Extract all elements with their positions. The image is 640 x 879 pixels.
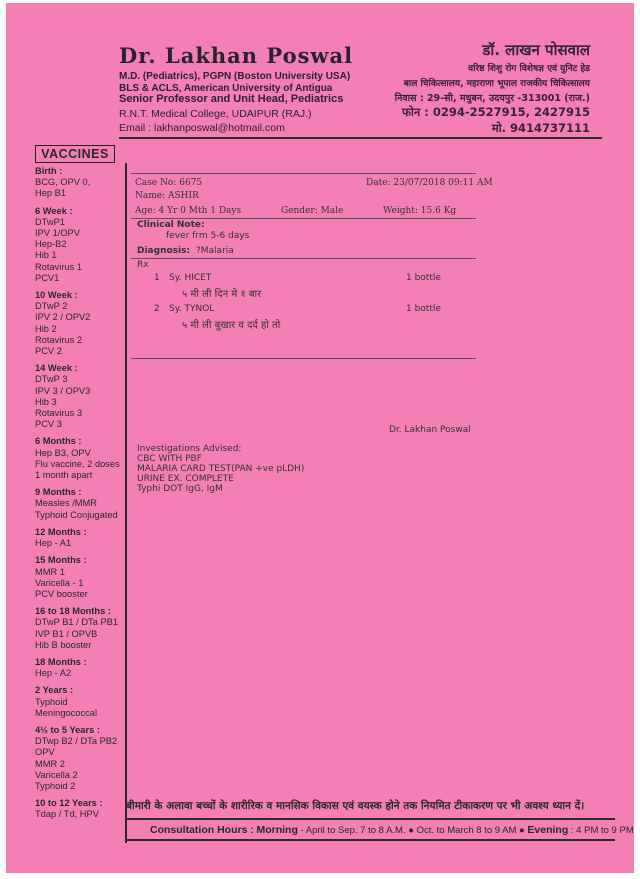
sidebar-divider — [125, 163, 127, 843]
hindi-mobile: मो. 9414737111 — [491, 121, 590, 135]
vaccine-section-title: Birth : — [35, 166, 63, 176]
evening-hours: : 4 PM to 9 PM — [568, 825, 634, 836]
vaccine-item: IPV 3 / OPV3 — [35, 385, 91, 396]
vaccine-section — [35, 206, 125, 284]
vaccine-section-title: 15 Months : — [35, 555, 87, 566]
vaccines-heading: VACCINES — [35, 145, 115, 163]
clinical-note: fever frm 5-6 days — [166, 231, 250, 241]
vaccine-section — [35, 606, 125, 651]
vaccine-section — [35, 363, 125, 430]
medicine-1-quantity: 1 bottle — [406, 273, 441, 283]
morning-label: Morning — [256, 824, 298, 836]
vaccine-section — [35, 798, 125, 820]
evening-label: Evening — [527, 824, 569, 836]
consultation-label: Consultation Hours : — [150, 824, 254, 836]
credential-line-2: BLS & ACLS, American University of Antigua — [119, 83, 333, 94]
vaccine-item: DTwp B2 / DTa PB2 — [35, 736, 118, 747]
visit-date: Date: 23/07/2018 09:11 AM — [366, 178, 493, 188]
footer-top-rule — [125, 818, 615, 820]
vaccine-item: Flu vaccine, 2 doses — [35, 458, 120, 469]
investigations-label: Investigations Advised: — [137, 444, 242, 454]
vaccine-section — [35, 290, 125, 357]
vaccine-section — [35, 555, 125, 600]
vaccine-item: MMR 1 — [35, 566, 65, 577]
morning-hours: - April to Sep. 7 to 8 A.M. ● Oct. to March 8 to 9 AM ● — [297, 825, 528, 836]
vaccine-item: DTwP1 — [35, 216, 65, 227]
medicine-2-number: 2 — [154, 304, 160, 314]
hindi-address: निवास : 29-सी, मधुबन, उदयपुर -313001 (राज.) — [394, 93, 590, 104]
vaccine-item: Hep B1 — [35, 188, 67, 199]
vaccine-section — [35, 166, 125, 200]
vaccine-item: IPV 2 / OPV2 — [35, 312, 91, 323]
info-rule — [131, 218, 476, 219]
vaccine-item: PCV 3 — [35, 419, 62, 430]
vaccine-section-title: 4½ to 5 Years : — [35, 724, 100, 735]
vaccine-item: Hep B3, OPV — [35, 447, 91, 458]
vaccine-item: 1 month apart — [35, 470, 93, 481]
vaccine-section-title: 9 Months : — [35, 487, 82, 498]
credential-line-3: Senior Professor and Unit Head, Pediatrics — [119, 93, 344, 105]
vaccine-item: Varicella 2 — [35, 769, 78, 780]
diagnosis-rule — [131, 258, 476, 259]
medicine-1-name: Sy. HICET — [169, 273, 212, 283]
vaccine-section-title: 14 Week : — [35, 363, 78, 374]
vaccine-section-title: 6 Months : — [35, 436, 82, 447]
vaccine-item: Meningococcal — [35, 707, 98, 718]
credential-line-4: R.N.T. Medical College, UDAIPUR (RAJ.) — [119, 108, 312, 120]
rx-end-rule — [131, 358, 476, 359]
vaccine-item: Hep - A2 — [35, 668, 72, 679]
vaccine-item: DTwP 2 — [35, 301, 68, 312]
footer-hindi-note: बीमारी के अलावा बच्चों के शारीरिक व मानसिक विकास एवं वयस्क होने तक नियमित टीकाकरण पर भी अवश्य ध्यान दें। — [126, 800, 585, 812]
vaccine-item: Hib 3 — [35, 396, 57, 407]
vaccine-section — [35, 685, 125, 719]
investigation-item: URINE EX. COMPLETE — [137, 474, 234, 484]
vaccine-item: Hep-B2 — [35, 239, 67, 250]
vaccine-section — [35, 487, 125, 521]
vaccine-item: Rotavirus 3 — [35, 408, 83, 419]
vaccine-item: OPV — [35, 747, 55, 758]
vaccine-item: DTwP 3 — [35, 374, 68, 385]
hindi-phone: फोन : 0294-2527915, 2427915 — [401, 105, 590, 119]
vaccine-section — [35, 657, 125, 679]
patient-weight: Weight: 15.6 Kg — [383, 206, 457, 216]
case-number: Case No: 6675 — [135, 178, 203, 188]
vaccine-section-title: 10 Week : — [35, 290, 78, 301]
doctor-name: Dr. Lakhan Poswal — [119, 43, 354, 68]
consultation-hours — [150, 824, 634, 836]
vaccine-schedule — [35, 166, 125, 827]
investigation-item: Typhi DOT IgG, IgM — [137, 484, 223, 494]
vaccine-item: Rotavirus 2 — [35, 334, 83, 345]
vaccine-section-title: 18 Months : — [35, 656, 87, 667]
vaccine-section-title: 6 Week : — [35, 205, 73, 216]
vaccine-section-title: 12 Months : — [35, 526, 87, 537]
vaccine-item: PCV booster — [35, 588, 88, 599]
prescription-page — [6, 3, 634, 873]
medicine-1-dose: ५ मी ली दिन मे १ बार — [182, 289, 262, 300]
vaccine-item: Measles /MMR — [35, 498, 97, 509]
vaccine-item: Hib 1 — [35, 250, 57, 261]
vaccine-item: Rotavirus 1 — [35, 261, 83, 272]
diagnosis-value: ?Malaria — [196, 246, 234, 256]
hindi-line-1: वरिष्ठ शिशु रोग विशेषज्ञ एवं युनिट हेड — [468, 64, 590, 74]
rx-symbol: Rx — [137, 260, 149, 270]
medicine-2-quantity: 1 bottle — [406, 304, 441, 314]
investigations — [137, 444, 304, 494]
vaccine-item: Hib 2 — [35, 323, 57, 334]
patient-name: Name: ASHIR — [135, 191, 199, 201]
vaccine-item: IVP B1 / OPVB — [35, 628, 98, 639]
vaccine-item: Typhoid — [35, 696, 68, 707]
vaccine-item: Tdap / Td, HPV — [35, 809, 99, 820]
clinical-note-label: Clinical Note: — [137, 220, 205, 230]
vaccine-section-title: 10 to 12 Years : — [35, 798, 103, 809]
medicine-2-dose: ५ मी ली बुखार व दर्द हो तो — [182, 320, 281, 331]
vaccine-section — [35, 527, 125, 549]
patient-age: Age: 4 Yr 0 Mth 1 Days — [135, 206, 242, 216]
vaccine-section — [35, 725, 125, 792]
diagnosis-label: Diagnosis: — [137, 246, 191, 256]
vaccine-item: MMR 2 — [35, 758, 65, 769]
vaccine-item: DTwP B1 / DTa PB1 — [35, 617, 119, 628]
investigation-item: MALARIA CARD TEST(PAN +ve pLDH) — [137, 464, 305, 474]
credential-line-1: M.D. (Pediatrics), PGPN (Boston University USA) — [119, 71, 351, 82]
hindi-line-2: बाल चिकित्सालय, महाराणा भूपाल राजकीय चिकित्सालय — [403, 79, 590, 89]
top-rule — [131, 173, 476, 174]
vaccine-item: Hep - A1 — [35, 538, 72, 549]
vaccine-item: PCV1 — [35, 272, 60, 283]
medicine-2-name: Sy. TYNOL — [169, 304, 215, 314]
medicine-1-number: 1 — [154, 273, 160, 283]
doctor-signature: Dr. Lakhan Poswal — [389, 425, 471, 435]
header-divider — [119, 137, 602, 139]
vaccine-item: Hib B booster — [35, 639, 92, 650]
vaccine-item: PCV 2 — [35, 346, 62, 357]
investigation-item: CBC WITH PBF — [137, 454, 202, 464]
vaccine-section-title: 2 Years : — [35, 685, 74, 696]
vaccine-item: BCG, OPV 0, — [35, 177, 91, 188]
patient-gender: Gender: Male — [281, 206, 344, 216]
email-line: Email : lakhanposwal@hotmail.com — [119, 122, 285, 134]
vaccine-item: IPV 1/OPV — [35, 228, 80, 239]
vaccine-item: Typhoid 2 — [35, 780, 76, 791]
vaccine-item: Typhoid Conjugated — [35, 509, 118, 520]
hindi-doctor-name: डॉ. लाखन पोसवाल — [482, 41, 590, 59]
vaccine-section — [35, 436, 125, 481]
vaccine-item: Varicella - 1 — [35, 577, 84, 588]
footer-bottom-rule — [125, 839, 615, 841]
vaccine-section-title: 16 to 18 Months : — [35, 606, 111, 617]
